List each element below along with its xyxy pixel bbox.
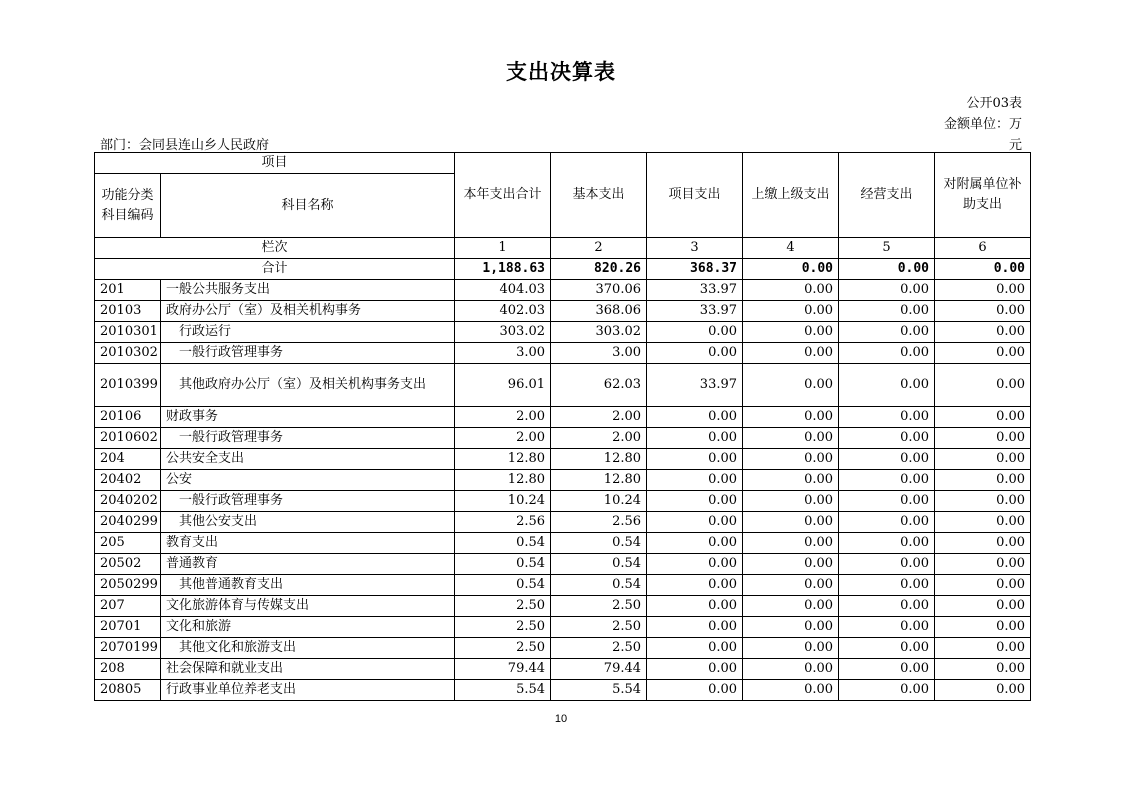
amount-cell: 0.00 [647, 533, 743, 554]
amount-cell: 303.02 [455, 322, 551, 343]
amount-cell: 0.00 [839, 554, 935, 575]
amount-cell: 0.00 [839, 364, 935, 407]
amount-cell: 0.00 [647, 449, 743, 470]
subject-name: 一般行政管理事务 [161, 428, 455, 449]
table-row [95, 554, 1031, 575]
col-num: 6 [935, 238, 1031, 259]
amount-cell: 0.00 [743, 301, 839, 322]
amount-cell: 0.00 [839, 575, 935, 596]
amount-cell: 0.00 [935, 301, 1031, 322]
subject-name: 其他政府办公厅（室）及相关机构事务支出 [161, 364, 455, 407]
amount-cell: 0.00 [935, 470, 1031, 491]
amount-cell: 0.00 [743, 322, 839, 343]
amount-cell: 5.54 [551, 680, 647, 701]
amount-cell: 0.00 [839, 280, 935, 301]
amount-cell: 0.00 [839, 301, 935, 322]
subject-name: 行政事业单位养老支出 [161, 680, 455, 701]
subject-code: 20103 [95, 301, 161, 322]
amount-cell: 2.50 [551, 638, 647, 659]
amount-cell: 0.00 [647, 491, 743, 512]
amount-cell: 33.97 [647, 301, 743, 322]
subject-name: 其他文化和旅游支出 [161, 638, 455, 659]
subject-code: 20502 [95, 554, 161, 575]
table-row [95, 638, 1031, 659]
amount-cell: 0.00 [743, 449, 839, 470]
amount-cell: 0.00 [839, 322, 935, 343]
amount-cell: 0.00 [935, 617, 1031, 638]
amount-cell: 3.00 [455, 343, 551, 364]
subject-name: 文化和旅游 [161, 617, 455, 638]
amount-cell: 33.97 [647, 364, 743, 407]
subject-name: 一般公共服务支出 [161, 280, 455, 301]
subject-code: 208 [95, 659, 161, 680]
amount-cell: 0.00 [935, 659, 1031, 680]
header-total: 本年支出合计 [455, 153, 551, 238]
table-row [95, 280, 1031, 301]
header-subject-name: 科目名称 [161, 174, 455, 238]
amount-cell: 0.00 [839, 343, 935, 364]
subject-name: 一般行政管理事务 [161, 343, 455, 364]
amount-cell: 0.54 [455, 533, 551, 554]
amount-cell: 2.00 [455, 428, 551, 449]
amount-cell: 0.00 [647, 428, 743, 449]
subject-code: 2010302 [95, 343, 161, 364]
amount-cell: 0.00 [935, 343, 1031, 364]
table-row [95, 617, 1031, 638]
subject-code: 2050299 [95, 575, 161, 596]
amount-cell: 2.50 [551, 596, 647, 617]
amount-cell: 404.03 [455, 280, 551, 301]
amount-cell: 0.00 [935, 596, 1031, 617]
amount-cell: 0.00 [647, 680, 743, 701]
amount-cell: 0.00 [935, 449, 1031, 470]
header-item: 项目 [95, 153, 455, 174]
amount-cell: 0.54 [455, 554, 551, 575]
col-num: 3 [647, 238, 743, 259]
amount-cell: 79.44 [455, 659, 551, 680]
amount-cell: 0.00 [647, 659, 743, 680]
amount-cell: 0.00 [743, 659, 839, 680]
amount-cell: 0.00 [839, 659, 935, 680]
subject-code: 20701 [95, 617, 161, 638]
total-value: 0.00 [743, 259, 839, 280]
subject-name: 公共安全支出 [161, 449, 455, 470]
subject-code: 2010602 [95, 428, 161, 449]
table-row [95, 659, 1031, 680]
subject-name: 普通教育 [161, 554, 455, 575]
page-number: 10 [554, 713, 568, 725]
total-value: 1,188.63 [455, 259, 551, 280]
col-num: 4 [743, 238, 839, 259]
amount-cell: 0.00 [647, 554, 743, 575]
amount-cell: 0.00 [839, 512, 935, 533]
amount-cell: 0.00 [839, 638, 935, 659]
amount-cell: 12.80 [551, 470, 647, 491]
amount-cell: 0.00 [743, 428, 839, 449]
amount-cell: 0.00 [743, 554, 839, 575]
form-number: 公开03表 [966, 96, 1022, 111]
subject-name: 文化旅游体育与传媒支出 [161, 596, 455, 617]
expenditure-table [94, 152, 1031, 701]
subject-name: 社会保障和就业支出 [161, 659, 455, 680]
table-row [95, 680, 1031, 701]
amount-cell: 0.00 [935, 533, 1031, 554]
subject-code: 204 [95, 449, 161, 470]
amount-cell: 0.00 [743, 575, 839, 596]
subject-code: 20402 [95, 470, 161, 491]
subject-name: 财政事务 [161, 407, 455, 428]
row-label: 栏次 [95, 238, 455, 259]
amount-cell: 0.54 [551, 533, 647, 554]
total-label: 合计 [95, 259, 455, 280]
header-func-code: 功能分类科目编码 [95, 174, 161, 238]
amount-cell: 303.02 [551, 322, 647, 343]
amount-cell: 0.00 [647, 407, 743, 428]
amount-cell: 0.00 [935, 428, 1031, 449]
subject-code: 2010301 [95, 322, 161, 343]
amount-cell: 0.00 [935, 575, 1031, 596]
amount-cell: 0.54 [455, 575, 551, 596]
amount-cell: 0.00 [935, 322, 1031, 343]
column-number-row [95, 238, 1031, 259]
amount-cell: 0.00 [647, 617, 743, 638]
amount-cell: 12.80 [551, 449, 647, 470]
total-value: 0.00 [935, 259, 1031, 280]
amount-cell: 0.00 [935, 364, 1031, 407]
unit-label-line2: 元 [1008, 138, 1022, 153]
amount-cell: 0.00 [839, 449, 935, 470]
amount-cell: 0.00 [935, 554, 1031, 575]
subject-name: 公安 [161, 470, 455, 491]
subject-code: 2040202 [95, 491, 161, 512]
amount-cell: 5.54 [455, 680, 551, 701]
table-row [95, 301, 1031, 322]
table-row [95, 533, 1031, 554]
amount-cell: 0.00 [743, 512, 839, 533]
total-value: 0.00 [839, 259, 935, 280]
total-value: 368.37 [647, 259, 743, 280]
amount-cell: 0.00 [839, 428, 935, 449]
header-project: 项目支出 [647, 153, 743, 238]
amount-cell: 2.56 [455, 512, 551, 533]
amount-cell: 0.00 [743, 491, 839, 512]
amount-cell: 62.03 [551, 364, 647, 407]
header-upper: 上缴上级支出 [743, 153, 839, 238]
table-row [95, 343, 1031, 364]
header-subsidiary: 对附属单位补助支出 [935, 153, 1031, 238]
table-row [95, 449, 1031, 470]
amount-cell: 0.00 [935, 680, 1031, 701]
col-num: 2 [551, 238, 647, 259]
amount-cell: 0.00 [647, 322, 743, 343]
amount-cell: 12.80 [455, 449, 551, 470]
amount-cell: 2.00 [551, 407, 647, 428]
amount-cell: 2.50 [455, 617, 551, 638]
amount-cell: 0.00 [647, 470, 743, 491]
amount-cell: 0.00 [743, 617, 839, 638]
amount-cell: 2.00 [551, 428, 647, 449]
amount-cell: 0.00 [743, 407, 839, 428]
amount-cell: 0.00 [743, 596, 839, 617]
amount-cell: 0.00 [839, 617, 935, 638]
total-row [95, 259, 1031, 280]
total-value: 820.26 [551, 259, 647, 280]
table-row [95, 364, 1031, 407]
amount-cell: 3.00 [551, 343, 647, 364]
amount-cell: 2.56 [551, 512, 647, 533]
amount-cell: 10.24 [551, 491, 647, 512]
amount-cell: 370.06 [551, 280, 647, 301]
subject-code: 201 [95, 280, 161, 301]
header-basic: 基本支出 [551, 153, 647, 238]
amount-cell: 0.00 [935, 407, 1031, 428]
amount-cell: 0.00 [743, 638, 839, 659]
amount-cell: 0.00 [839, 470, 935, 491]
subject-name: 一般行政管理事务 [161, 491, 455, 512]
subject-name: 其他普通教育支出 [161, 575, 455, 596]
table-row [95, 491, 1031, 512]
amount-cell: 0.00 [935, 280, 1031, 301]
amount-cell: 0.00 [743, 364, 839, 407]
amount-cell: 0.00 [839, 680, 935, 701]
amount-cell: 0.54 [551, 575, 647, 596]
amount-cell: 0.00 [839, 407, 935, 428]
table-row [95, 407, 1031, 428]
header-business: 经营支出 [839, 153, 935, 238]
amount-cell: 0.00 [839, 596, 935, 617]
amount-cell: 2.50 [551, 617, 647, 638]
amount-cell: 0.00 [743, 533, 839, 554]
amount-cell: 0.00 [839, 533, 935, 554]
table-row [95, 596, 1031, 617]
subject-code: 2010399 [95, 364, 161, 407]
amount-cell: 402.03 [455, 301, 551, 322]
table-row [95, 512, 1031, 533]
subject-code: 207 [95, 596, 161, 617]
subject-name: 政府办公厅（室）及相关机构事务 [161, 301, 455, 322]
amount-cell: 96.01 [455, 364, 551, 407]
table-row [95, 575, 1031, 596]
col-num: 5 [839, 238, 935, 259]
document-title: 支出决算表 [506, 60, 616, 84]
subject-code: 20106 [95, 407, 161, 428]
amount-cell: 10.24 [455, 491, 551, 512]
amount-cell: 2.00 [455, 407, 551, 428]
amount-cell: 0.00 [647, 596, 743, 617]
table-row [95, 470, 1031, 491]
amount-cell: 0.00 [935, 512, 1031, 533]
amount-cell: 33.97 [647, 280, 743, 301]
subject-name: 教育支出 [161, 533, 455, 554]
amount-cell: 0.00 [935, 491, 1031, 512]
amount-cell: 0.54 [551, 554, 647, 575]
subject-code: 20805 [95, 680, 161, 701]
unit-label-line1: 金额单位：万 [943, 117, 1022, 132]
table-row [95, 428, 1031, 449]
department-label: 部门：会同县连山乡人民政府 [100, 138, 270, 153]
amount-cell: 0.00 [935, 638, 1031, 659]
subject-code: 2040299 [95, 512, 161, 533]
subject-name: 其他公安支出 [161, 512, 455, 533]
amount-cell: 0.00 [647, 638, 743, 659]
amount-cell: 79.44 [551, 659, 647, 680]
amount-cell: 0.00 [647, 343, 743, 364]
amount-cell: 0.00 [647, 512, 743, 533]
amount-cell: 2.50 [455, 638, 551, 659]
subject-code: 205 [95, 533, 161, 554]
amount-cell: 0.00 [647, 575, 743, 596]
amount-cell: 368.06 [551, 301, 647, 322]
subject-code: 2070199 [95, 638, 161, 659]
col-num: 1 [455, 238, 551, 259]
amount-cell: 2.50 [455, 596, 551, 617]
amount-cell: 0.00 [743, 280, 839, 301]
amount-cell: 0.00 [743, 680, 839, 701]
subject-name: 行政运行 [161, 322, 455, 343]
amount-cell: 0.00 [743, 343, 839, 364]
table-row [95, 322, 1031, 343]
amount-cell: 0.00 [839, 491, 935, 512]
amount-cell: 0.00 [743, 470, 839, 491]
amount-cell: 12.80 [455, 470, 551, 491]
